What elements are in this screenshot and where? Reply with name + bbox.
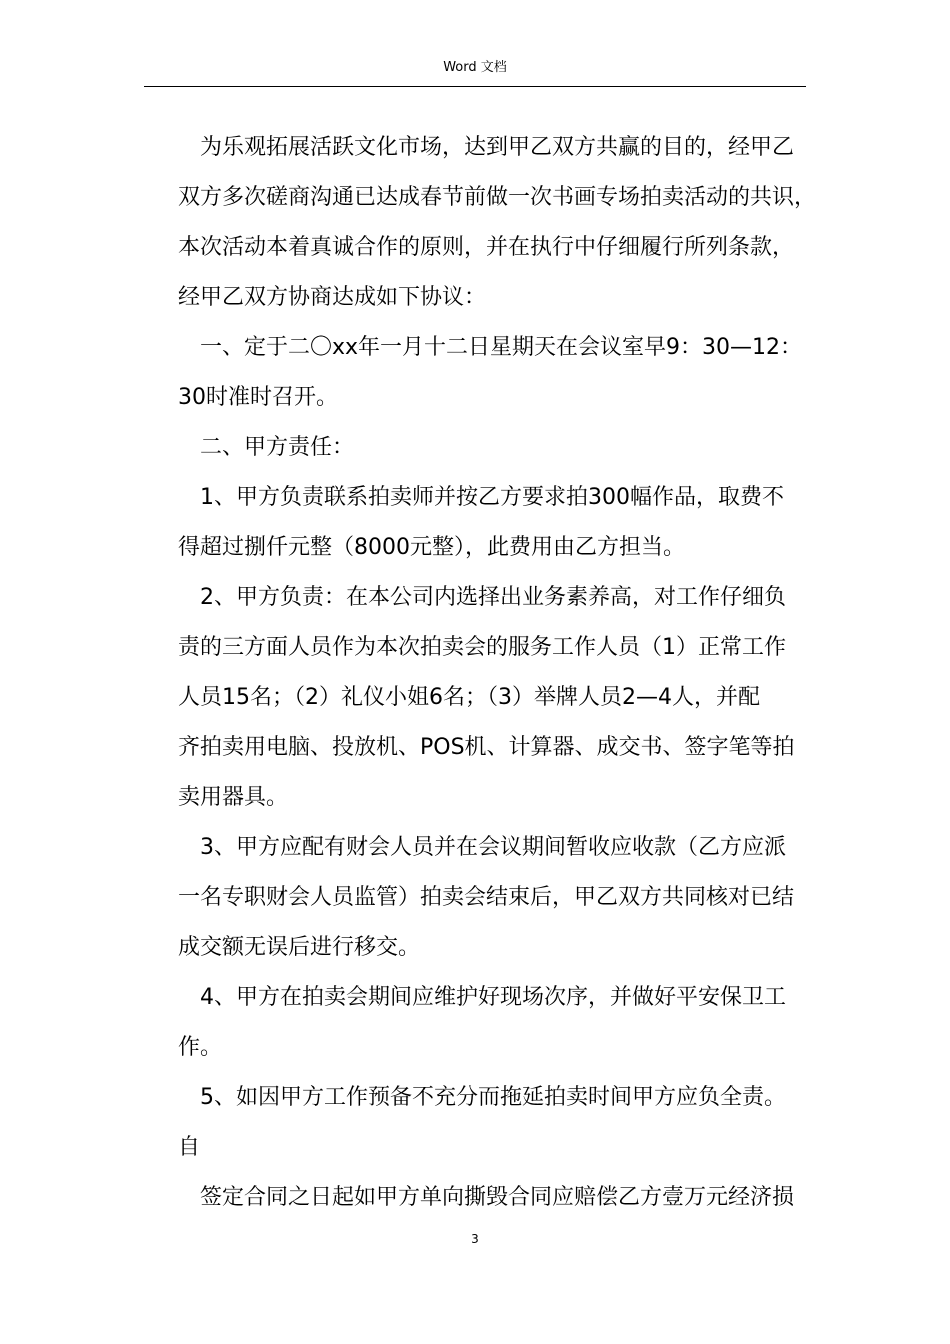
page-number: 3: [471, 1232, 479, 1246]
text-line: 成交额无误后进行移交。: [178, 935, 421, 960]
text-line: 人员15名；（2）礼仪小姐6名；（3）举牌人员2—4人，并配: [178, 685, 760, 710]
text-line: 经甲乙双方协商达成如下协议：: [178, 285, 487, 310]
text-line: 5、如因甲方工作预备不充分而拖延拍卖时间甲方应负全责。: [200, 1085, 786, 1110]
text-line: 本次活动本着真诚合作的原则，并在执行中仔细履行所列条款，: [178, 235, 795, 260]
text-line: 得超过捌仟元整（8000元整），此费用由乙方担当。: [178, 535, 685, 560]
text-line: 签定合同之日起如甲方单向撕毁合同应赔偿乙方壹万元经济损: [200, 1185, 795, 1210]
text-line: 1、甲方负责联系拍卖师并按乙方要求拍300幅作品，取费不: [200, 485, 784, 510]
page-header: Word 文档: [443, 60, 507, 75]
text-line: 齐拍卖用电脑、投放机、POS机、计算器、成交书、签字笔等拍: [178, 735, 795, 760]
text-line: 4、甲方在拍卖会期间应维护好现场次序，并做好平安保卫工: [200, 985, 786, 1010]
text-line: 作。: [178, 1035, 223, 1060]
text-line: 3、甲方应配有财会人员并在会议期间暂收应收款（乙方应派: [200, 835, 786, 860]
text-line: 自: [178, 1135, 201, 1160]
text-line: 一名专职财会人员监管）拍卖会结束后，甲乙双方共同核对已结: [178, 885, 795, 910]
text-line: 双方多次磋商沟通已达成春节前做一次书画专场拍卖活动的共识，: [178, 185, 817, 210]
text-line: 2、甲方负责：在本公司内选择出业务素养高，对工作仔细负: [200, 585, 786, 610]
text-line: 卖用器具。: [178, 785, 289, 810]
text-line: 责的三方面人员作为本次拍卖会的服务工作人员（1）正常工作: [178, 635, 786, 660]
text-line: 为乐观拓展活跃文化市场，达到甲乙双方共赢的目的，经甲乙: [200, 135, 795, 160]
text-line: 30时准时召开。: [178, 385, 338, 410]
header-rule: [144, 86, 806, 87]
text-line: 二、甲方责任：: [200, 435, 355, 460]
text-line: 一、定于二〇xx年一月十二日星期天在会议室早9：30—12：: [200, 335, 803, 360]
